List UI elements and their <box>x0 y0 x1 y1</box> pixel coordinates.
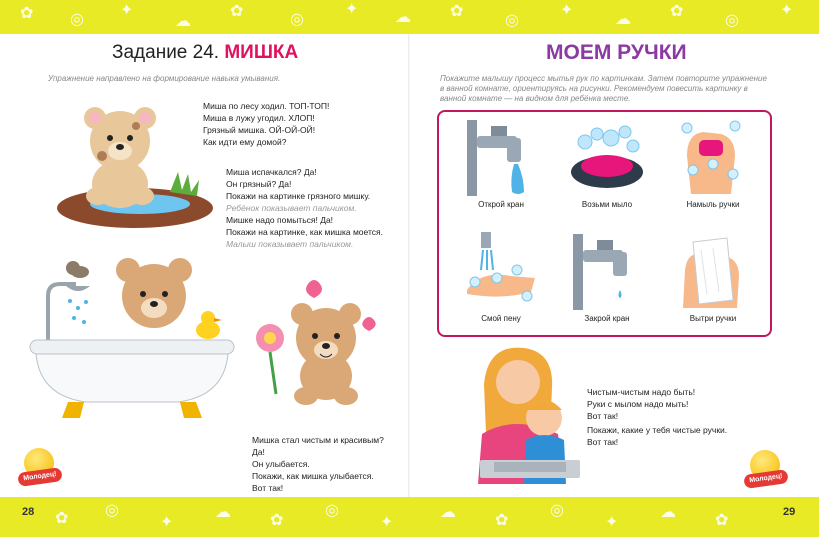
tap-icon <box>461 116 541 198</box>
badge-label: Молодец! <box>743 469 789 489</box>
step-caption: Намыль ручки <box>686 200 740 209</box>
rhyme-line: Руки с мылом надо мыть! <box>587 399 689 409</box>
step-caption: Смой пену <box>481 314 521 323</box>
dirty-bear-illustration <box>50 96 215 231</box>
step-card <box>557 230 657 325</box>
step-caption: Возьми мыло <box>581 200 633 209</box>
step-card <box>451 116 551 211</box>
poem-line: Мишке надо помыться! Да! <box>226 215 334 225</box>
poem-line: Как идти ему домой? <box>203 137 287 147</box>
book-spine <box>408 34 410 497</box>
poem-line: Покажи на картинке, как мишка моется. <box>226 227 383 237</box>
right-intro-note: Покажите малышу процесс мытья рук по картинкам. Затем повторите упражнение в ванной комнате, ориентируясь на рисунки. Рекомендуем повесить картинку в ванной комнате — на видном для ребёнка месте. <box>440 74 767 103</box>
poem-block-1 <box>203 100 329 148</box>
step-caption: Закрой кран <box>584 314 630 323</box>
rhyme-block-1 <box>587 386 695 422</box>
left-intro-note: Упражнение направлено на формирование навыка умывания. <box>48 74 281 83</box>
poem-line: Покажи на картинке грязного мишку. <box>226 191 371 201</box>
rhyme-block-2 <box>587 424 727 448</box>
poem-line: Он грязный? Да! <box>226 179 292 189</box>
mother-child-illustration <box>474 344 586 484</box>
badge-well-done-right <box>744 450 790 492</box>
poem-line-italic: Малыш показывает пальчиком. <box>226 239 354 249</box>
poem-line: Покажи, как мишка улыбается. <box>252 471 374 481</box>
poem-line: Мишка стал чистым и красивым? <box>252 435 384 445</box>
bathtub-bear-illustration <box>28 256 238 431</box>
page-number-left: 28 <box>22 506 35 518</box>
rhyme-line: Вот так! <box>587 411 619 421</box>
step-card <box>663 116 763 211</box>
rhyme-line: Вот так! <box>587 437 619 447</box>
section-title: МОЕМ РУЧКИ <box>546 41 687 64</box>
soap-icon <box>567 116 647 198</box>
step-card <box>663 230 763 325</box>
step-caption: Открой кран <box>478 200 524 209</box>
top-decor-band: ✿ ◎ ✦ ☁ ✿ ◎ ✦ ☁ ✿ ◎ ✦ ☁ ✿ ◎ ✦ <box>0 0 819 34</box>
step-caption: Вытри ручки <box>689 314 737 323</box>
poem-line: Да! <box>252 447 265 457</box>
clean-bear-illustration <box>252 276 382 411</box>
rinse-hands-icon <box>461 230 541 312</box>
poem-line: Миша в лужу угодил. ХЛОП! <box>203 113 315 123</box>
task-title <box>112 42 298 64</box>
poem-line: Миша по лесу ходил. ТОП-ТОП! <box>203 101 330 111</box>
poem-line-italic: Ребёнок показывает пальчиком. <box>226 203 357 213</box>
step-card <box>557 116 657 211</box>
soapy-hands-icon <box>673 116 753 198</box>
poem-line: Он улыбается. <box>252 459 310 469</box>
poem-block-2 <box>226 166 383 250</box>
step-card <box>451 230 551 325</box>
poem-line: Грязный мишка. ОЙ-ОЙ-ОЙ! <box>203 125 316 135</box>
page-number-right: 29 <box>783 506 796 518</box>
handwash-steps-grid <box>437 110 772 337</box>
bottom-decor-band: ✿ ◎ ✦ ☁ ✿ ◎ ✦ ☁ ✿ ◎ ✦ ☁ ✿ <box>0 497 819 537</box>
task-title-prefix: Задание 24. <box>112 42 220 63</box>
closed-tap-icon <box>567 230 647 312</box>
task-title-highlight: МИШКА <box>224 42 299 63</box>
towel-hands-icon <box>673 230 753 312</box>
poem-line: Миша испачкался? Да! <box>226 167 317 177</box>
rhyme-line: Покажи, какие у тебя чистые ручки. <box>587 425 728 435</box>
badge-label: Молодец! <box>17 467 63 487</box>
poem-line: Вот так! <box>252 483 284 493</box>
rhyme-line: Чистым-чистым надо быть! <box>587 387 696 397</box>
badge-well-done-left <box>18 448 64 490</box>
poem-block-3 <box>252 434 384 494</box>
